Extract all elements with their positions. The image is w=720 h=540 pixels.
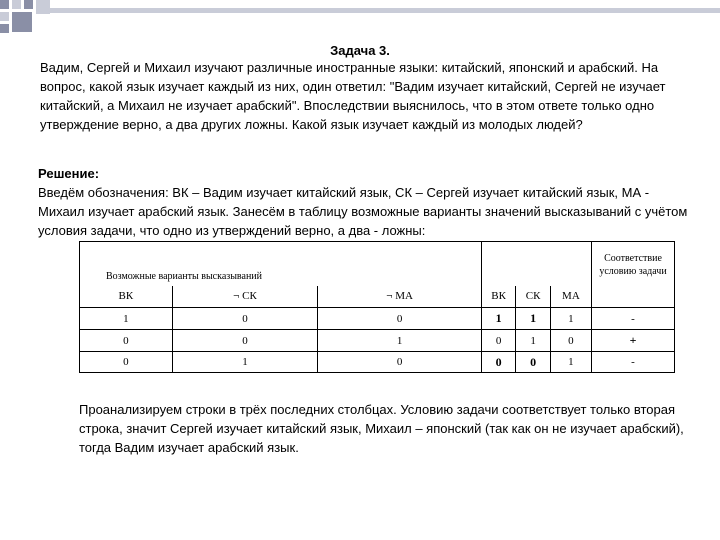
task-statement: Вадим, Сергей и Михаил изучают различные иностранные языки: китайский, японский и арабский. На вопрос, какой язык изучает каждый из них, один ответил: "Вадим изучает китайский, Сергей не изучает китайский, а Михаил не изучает арабский". Впоследствии выяснилось, что в этом ответе только одно утверждение верно, а два других ложны. Какой язык изучает каждый из молодых людей? — [40, 60, 666, 132]
table-row — [80, 352, 675, 373]
table-cell: 1 — [516, 330, 550, 352]
col-header: ВК — [80, 286, 173, 308]
table-cell: 0 — [172, 308, 318, 330]
deco-square — [12, 0, 21, 9]
table-cell: 1 — [516, 308, 550, 330]
table-cell: 0 — [80, 330, 173, 352]
col-header: ¬ МА — [318, 286, 482, 308]
table-cell: 0 — [550, 330, 591, 352]
solution-heading: Решение: — [38, 166, 100, 181]
group-header: Возможные варианты высказываний — [80, 242, 482, 286]
table-cell: 0 — [318, 308, 482, 330]
deco-square — [0, 0, 9, 9]
deco-square — [0, 24, 9, 33]
compliance-header: Соответствие условию задачи — [592, 242, 675, 308]
col-header: МА — [550, 286, 591, 308]
result-cell: - — [592, 308, 675, 330]
truth-table — [79, 241, 675, 373]
table-cell: 1 — [550, 308, 591, 330]
table-cell: 0 — [80, 352, 173, 373]
header-spacer — [481, 242, 591, 286]
task-title: Задача 3. — [330, 43, 390, 58]
slide-decoration — [0, 0, 720, 40]
table-cell: 1 — [550, 352, 591, 373]
table-row — [80, 330, 675, 352]
deco-square — [36, 0, 50, 14]
result-cell: - — [592, 352, 675, 373]
table-cell: 1 — [481, 308, 515, 330]
table-cell: 0 — [516, 352, 550, 373]
table-cell: 0 — [481, 352, 515, 373]
deco-square — [24, 0, 33, 9]
table-cell: 1 — [172, 352, 318, 373]
table-cell: 0 — [172, 330, 318, 352]
col-header: ¬ СК — [172, 286, 318, 308]
table-cell: 1 — [80, 308, 173, 330]
table-row — [80, 308, 675, 330]
result-cell: + — [592, 330, 675, 352]
deco-square — [0, 12, 9, 21]
deco-bar — [50, 8, 720, 13]
table-cell: 0 — [318, 352, 482, 373]
col-header: ВК — [481, 286, 515, 308]
table-cell: 1 — [318, 330, 482, 352]
col-header: СК — [516, 286, 550, 308]
deco-square — [12, 12, 32, 32]
table-cell: 0 — [481, 330, 515, 352]
solution-text: Введём обозначения: ВК – Вадим изучает китайский язык, СК – Сергей изучает китайский язык, МА - Михаил изучает арабский язык. Занесём в таблицу возможные варианты значений высказываний с учётом условия задачи, что одно из утверждений верно, а два - ложны: — [38, 185, 688, 238]
analysis-text: Проанализируем строки в трёх последних столбцах. Условию задачи соответствует только вторая строка, значит Сергей изучает китайский язык, Михаил – японский (так как он не изучает арабский), тогда Вадим изучает арабский язык. — [79, 402, 684, 455]
